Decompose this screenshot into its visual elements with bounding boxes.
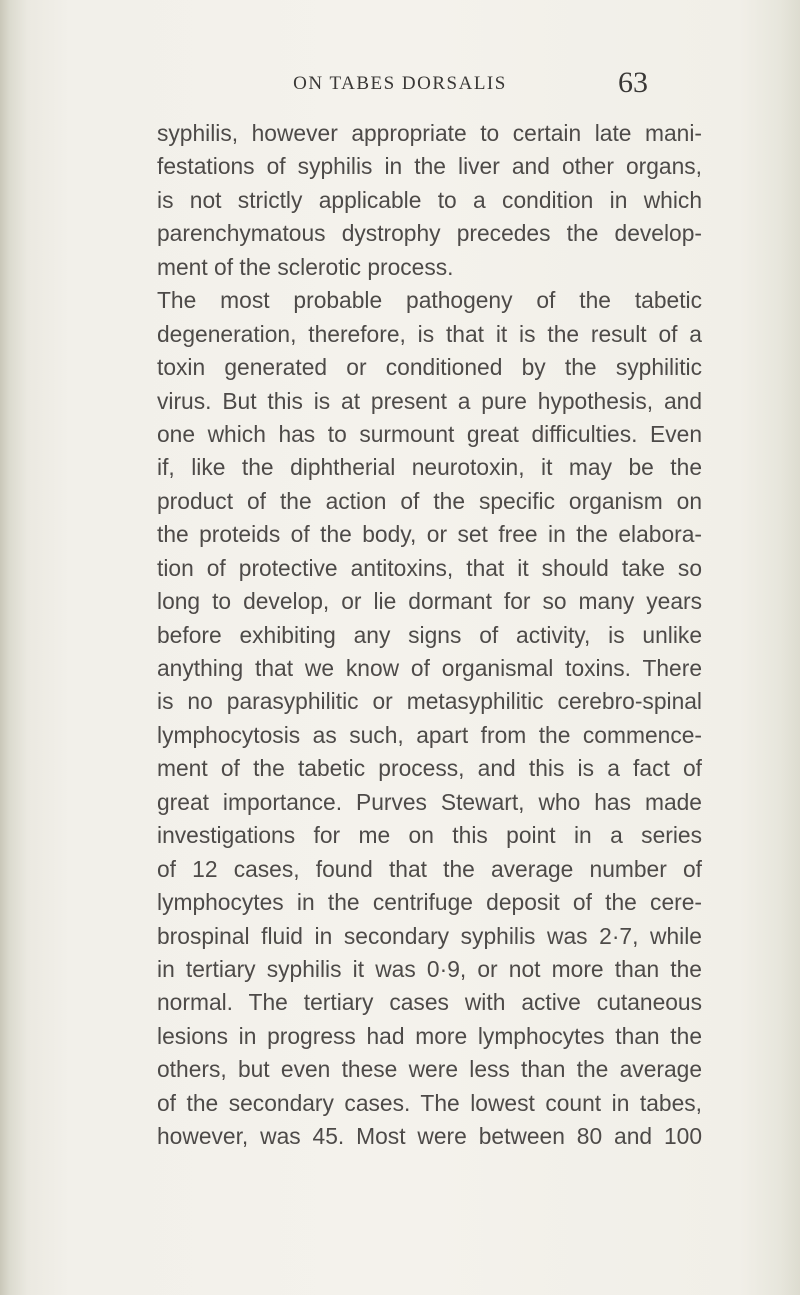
text-line: is no parasyphilitic or metasyphilitic cerebro-spinal xyxy=(157,688,702,715)
text-line: before exhibiting any signs of activity, is unlike xyxy=(157,621,702,648)
text-line: lymphocytes in the centrifuge deposit of the cere- xyxy=(157,889,702,916)
text-line: product of the action of the specific organism on xyxy=(157,487,702,514)
text-line: great importance. Purves Stewart, who has made xyxy=(157,788,702,815)
text-line: virus. But this is at present a pure hypothesis, and xyxy=(157,387,702,414)
text-line: lymphocytosis as such, apart from the commence- xyxy=(157,721,702,748)
page-number: 63 xyxy=(618,66,648,99)
text-line: if, like the diphtherial neurotoxin, it may be the xyxy=(157,454,702,481)
running-title: ON TABES DORSALIS xyxy=(293,73,507,94)
text-line: tion of protective antitoxins, that it should take so xyxy=(157,554,702,581)
text-line: of 12 cases, found that the average number of xyxy=(157,855,702,882)
text-line: others, but even these were less than the average xyxy=(157,1056,702,1083)
text-line: parenchymatous dystrophy precedes the develop- xyxy=(157,220,702,247)
text-line: brospinal fluid in secondary syphilis was 2·7, while xyxy=(157,922,702,949)
text-line: anything that we know of organismal toxins. There xyxy=(157,655,702,681)
text-line: syphilis, however appropriate to certain late mani- xyxy=(157,120,702,146)
text-line: however, was 45. Most were between 80 and 100 xyxy=(157,1123,702,1150)
text-line: ment of the sclerotic process. xyxy=(157,253,454,280)
text-line: of the secondary cases. The lowest count in tabes, xyxy=(157,1089,702,1116)
text-line: normal. The tertiary cases with active cutaneous xyxy=(157,989,702,1016)
text-line: investigations for me on this point in a series xyxy=(157,822,702,849)
text-line: lesions in progress had more lymphocytes than the xyxy=(157,1022,702,1049)
text-line: The most probable pathogeny of the tabetic xyxy=(157,287,702,314)
text-line: in tertiary syphilis it was 0·9, or not more than the xyxy=(157,955,702,982)
text-line: the proteids of the body, or set free in the elabora- xyxy=(157,521,702,548)
text-line: toxin generated or conditioned by the syphilitic xyxy=(157,354,702,381)
text-line: degeneration, therefore, is that it is the result of a xyxy=(157,320,702,347)
text-line: is not strictly applicable to a condition in which xyxy=(157,186,702,213)
running-head xyxy=(0,66,800,110)
text-line: ment of the tabetic process, and this is a fact of xyxy=(157,755,702,782)
text-line: long to develop, or lie dormant for so many years xyxy=(157,588,702,615)
body-text xyxy=(157,117,702,1154)
text-line: festations of syphilis in the liver and other organs, xyxy=(157,153,702,180)
text-line: one which has to surmount great difficulties. Even xyxy=(157,420,702,447)
